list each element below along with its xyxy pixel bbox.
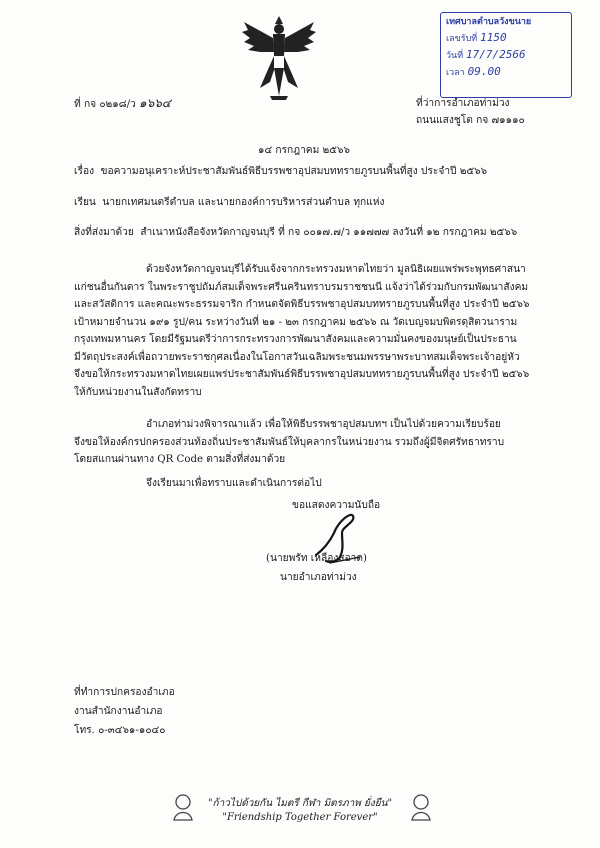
doc-number-handwritten: ๑๖๖๔ — [139, 96, 171, 110]
paragraph-line: ให้กับหน่วยงานในสังกัดทราบ — [74, 386, 202, 398]
stamp-received-no-value: 1150 — [480, 31, 507, 44]
receipt-stamp — [440, 12, 572, 98]
stamp-date-label: วันที่ — [446, 51, 464, 61]
subject-label: เรื่อง — [74, 166, 95, 177]
signatory-position: นายอำเภอท่าม่วง — [280, 572, 357, 583]
footer-slogan-en: "Friendship Together Forever" — [222, 812, 378, 823]
paragraph-line: ด้วยจังหวัดกาญจนบุรีได้รับแจ้งจากกระทรวงมหาดไทยว่า มูลนิธิเผยแพร่พระพุทธศาสนา — [146, 264, 526, 275]
reference-row — [74, 225, 517, 240]
paragraph-line: และสวัสดิการ และคณะพระธรรมจาริก กำหนดจัดพิธีบรรพชาอุปสมบททรายภูรบนพื้นที่สูง ประจำปี ๒๕๖๖ — [74, 299, 530, 310]
stamp-date-value: 17/7/2566 — [466, 48, 526, 61]
signatory-name: (นายพรัท เหลืองสอาด) — [266, 553, 367, 564]
stamp-time-label: เวลา — [446, 68, 465, 78]
stamp-date — [446, 47, 566, 64]
paragraph-line: อำเภอท่าม่วงพิจารณาแล้ว เพื่อให้พิธีบรรพชาอุปสมบทฯ เป็นไปด้วยความเรียบร้อย — [146, 419, 501, 430]
body-paragraph-2 — [74, 416, 534, 469]
subject-row — [74, 164, 487, 179]
stamp-time — [446, 64, 566, 81]
stamp-org: เทศบาลตำบลวังขนาย — [446, 17, 532, 27]
paragraph-line: จึงขอให้กระทรวงมหาดไทยเผยแพร่ประชาสัมพันธ์พิธีบรรพชาอุปสมบททรายภูรบนพื้นที่สูง ประจำปี ๒๕๖๖ — [74, 369, 530, 380]
stamp-received-no-label: เลขรับที่ — [446, 34, 478, 44]
document-date: ๑๔ กรกฎาคม ๒๕๖๖ — [258, 145, 350, 156]
doc-number — [74, 96, 171, 112]
paragraph-line: เป้าหมายจำนวน ๑๙๑ รูป/คน ระหว่างวันที่ ๒๑ - ๒๓ กรกฎาคม ๒๕๖๖ ณ วัดเบญจมบพิตรดุสิตวนาราม — [74, 316, 518, 328]
paragraph-line: กรุงเทพมหานคร โดยมีรัฐมนตรีว่าการกระทรวงการพัฒนาสังคมและความมั่นคงของมนุษย์เป็นประธาน — [74, 334, 517, 345]
contact-section: งานสำนักงานอำเภอ — [74, 706, 163, 717]
closing-request: จึงเรียนมาเพื่อทราบและดำเนินการต่อไป — [146, 478, 322, 489]
garuda-emblem — [240, 12, 318, 104]
contact-office: ที่ทำการปกครองอำเภอ — [74, 687, 175, 698]
paragraph-line: จึงขอให้องค์กรปกครองส่วนท้องถิ่นประชาสัมพันธ์ให้บุคลากรในหน่วยงาน รวมถึงผู้มีจิตศรัทธาทราบ — [74, 436, 505, 448]
paragraph-line: มีวัตถุประสงค์เพื่อถวายพระราชกุศลเนื่องในโอกาสวันเฉลิมพระชนมพรรษาพระบาทสมเด็จพระเจ้าอยู่หัว — [74, 351, 520, 363]
stamp-received-no — [446, 30, 566, 47]
footer-slogan-th: "ก้าวไปด้วยกัน ไมตรี กีฬา มิตรภาพ ยั่งยืน" — [207, 798, 393, 809]
signature-salutation: ขอแสดงความนับถือ — [292, 500, 381, 511]
reference-text: สำเนาหนังสือจังหวัดกาญจนบุรี ที่ กจ ๐๐๑๗.๗/ว ๑๑๗๗๗ ลงวันที่ ๑๒ กรกฎาคม ๒๕๖๖ — [140, 227, 518, 238]
body-paragraph-1 — [74, 261, 534, 401]
doc-number-printed: ที่ กจ ๐๒๑๘/ว — [74, 99, 136, 110]
issuer-line: ที่ว่าการอำเภอท่าม่วง — [416, 98, 510, 109]
recipient-label: เรียน — [74, 197, 96, 208]
reference-label: สิ่งที่ส่งมาด้วย — [74, 227, 134, 238]
issuer-address: ถนนแสงชูโต กจ ๗๑๑๑๐ — [416, 115, 525, 126]
paragraph-line: แก่ชนอื่นกันดาร ในพระราชูปถัมภ์สมเด็จพระศรีนครินทราบรมราชชนนี แจ้งว่าได้ร่วมกับกรมพัฒนาสังคม — [74, 281, 529, 293]
contact-phone: โทร. ๐-๓๔๖๑-๑๐๔๐ — [74, 725, 166, 736]
paragraph-line: โดยสแกนผ่านทาง QR Code ตามสิ่งที่ส่งมาด้วย — [74, 454, 286, 465]
recipient-text: นายกเทศมนตรีตำบล และนายกองค์การบริหารส่วนตำบล ทุกแห่ง — [102, 197, 385, 208]
recipient-row — [74, 195, 384, 210]
subject-text: ขอความอนุเคราะห์ประชาสัมพันธ์พิธีบรรพชาอุปสมบททรายภูรบนพื้นที่สูง ประจำปี ๒๕๖๖ — [100, 166, 488, 177]
stamp-time-value: 09.00 — [467, 65, 501, 78]
